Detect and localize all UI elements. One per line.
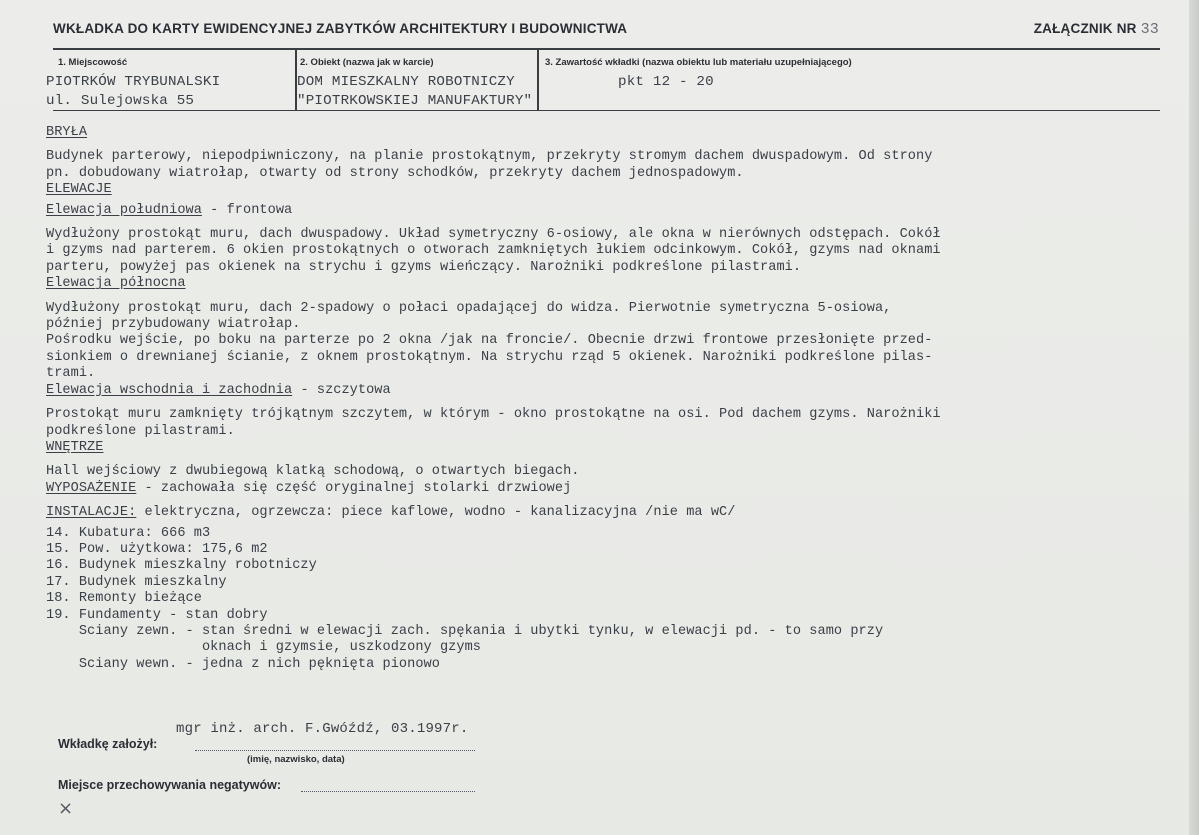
section-bryla-heading: BRYŁA [46,125,88,140]
point-19-line: Sciany wewn. - jedna z nich pęknięta pionowo [46,656,440,672]
annex-number: 33 [1140,21,1159,38]
section-wnetrze-heading: WNĘTRZE [46,439,104,455]
north-elevation-line: później przybudowany wiatrołap. [46,317,301,333]
section-instalacje-heading: INSTALACJE: [46,505,137,521]
negatives-dotted-line [301,791,475,792]
north-elevation-line: Pośrodku wejście, po boku na parterze po 2 okna /jak na froncie/. Obecnie drzwi frontowe przesłonięte przed- [46,333,933,349]
fields-bottom-rule [53,110,1160,111]
author-dotted-line [195,750,475,751]
north-elevation-line: trami. [46,366,96,382]
east-west-elevation-subtitle: - szczytowa [292,382,391,398]
cross-mark-icon: × [58,798,74,819]
north-elevation-line: sionkiem o drewnianej ścianie, z oknem prostokątnym. Na strychu rząd 5 okienek. Narożniki podkreślone pilas- [46,349,933,365]
point-19-line: oknach i gzymsie, uszkodzony gzyms [46,640,482,656]
point-14: 14. Kubatura: 666 m3 [46,525,211,541]
object-line-1: DOM MIESZKALNY ROBOTNICZY [297,74,515,90]
north-elevation-heading: Elewacja północna [46,276,186,292]
field-3-label: 3. Zawartość wkładki (nazwa obiektu lub materiału uzupełniającego) [545,57,852,68]
object-line-2: "PIOTRKOWSKIEJ MANUFAKTURY" [297,93,533,109]
installations-text: elektryczna, ogrzewcza: piece kaflowe, wodno - kanalizacyjna /nie ma wC/ [136,505,736,521]
point-19-line: Sciany zewn. - stan średni w elewacji zach. spękania i ubytki tynku, w elewacji pd. - to samo przy [46,623,884,639]
section-elewacje-heading: ELEWACJE [46,182,112,198]
locality-line-2: ul. Sulejowska 55 [46,93,195,109]
south-elevation-heading: Elewacja południowa [46,202,202,218]
field-divider-2 [537,50,539,110]
equipment-text: - zachowała się część oryginalnej stolarki drzwiowej [136,480,572,496]
content-value: pkt 12 - 20 [618,74,714,90]
point-15: 15. Pow. użytkowa: 175,6 m2 [46,541,268,557]
card-title: WKŁADKA DO KARTY EWIDENCYJNEJ ZABYTKÓW ARCHITEKTURY I BUDOWNICTWA [53,21,628,36]
bryla-line: pn. dobudowany wiatrołap, otwarty od strony schodków, przekryty dachem jednospadowym. [46,165,744,181]
south-elevation-line: parteru, powyżej pas okienek na strychu i gzyms wieńczący. Narożniki podkreślone pilastrami. [46,259,802,275]
annex-label-text: ZAŁĄCZNIK NR [1033,21,1137,36]
south-elevation-subtitle: - frontowa [201,202,293,218]
bryla-line: Budynek parterowy, niepodpiwniczony, na planie prostokątnym, przekryty stromym dachem dwuspadowym. Od strony [46,149,933,165]
east-west-elevation-line: Prostokąt muru zamknięty trójkątnym szczytem, w którym - okno prostokątne na osi. Pod dachem gzyms. Narożniki [46,407,941,423]
field-2-label: 2. Obiekt (nazwa jak w karcie) [300,57,434,68]
south-elevation-line: i gzyms nad parterem. 6 okien prostokątnych o otworach zamkniętych łukiem odcinkowym. Cokół, gzyms nad oknami [46,243,941,259]
north-elevation-line: Wydłużony prostokąt muru, dach 2-spadowy o połaci opadającej do widza. Pierwotnie symetryczna 5-osiowa, [46,300,892,316]
author-sublabel: (imię, nazwisko, data) [247,754,345,765]
author-label: Wkładkę założył: [58,737,158,751]
header-rule [53,48,1160,50]
section-wyposazenie-heading: WYPOSAŻENIE [46,480,137,496]
author-value: mgr inż. arch. F.Gwóźdź, 03.1997r. [176,721,469,737]
description-body [46,125,1156,673]
east-west-elevation-line: podkreślone pilastrami. [46,423,235,439]
locality-line-1: PIOTRKÓW TRYBUNALSKI [46,74,221,90]
negatives-label: Miejsce przechowywania negatywów: [58,778,281,792]
south-elevation-line: Wydłużony prostokąt muru, dach dwuspadowy. Układ symetryczny 6-osiowy, ale okna w nierównych odstępach. Cokół [46,227,941,243]
point-17: 17. Budynek mieszkalny [46,574,227,590]
card-edge [1189,0,1199,835]
field-1-label: 1. Miejscowość [58,57,128,68]
east-west-elevation-heading: Elewacja wschodnia i zachodnia [46,382,293,398]
point-19: 19. Fundamenty - stan dobry [46,607,268,623]
point-18: 18. Remonty bieżące [46,591,202,607]
point-16: 16. Budynek mieszkalny robotniczy [46,558,317,574]
interior-line: Hall wejściowy z dwubiegową klatką schodową, o otwartych biegach. [46,464,580,480]
annex-label [1034,21,1159,38]
